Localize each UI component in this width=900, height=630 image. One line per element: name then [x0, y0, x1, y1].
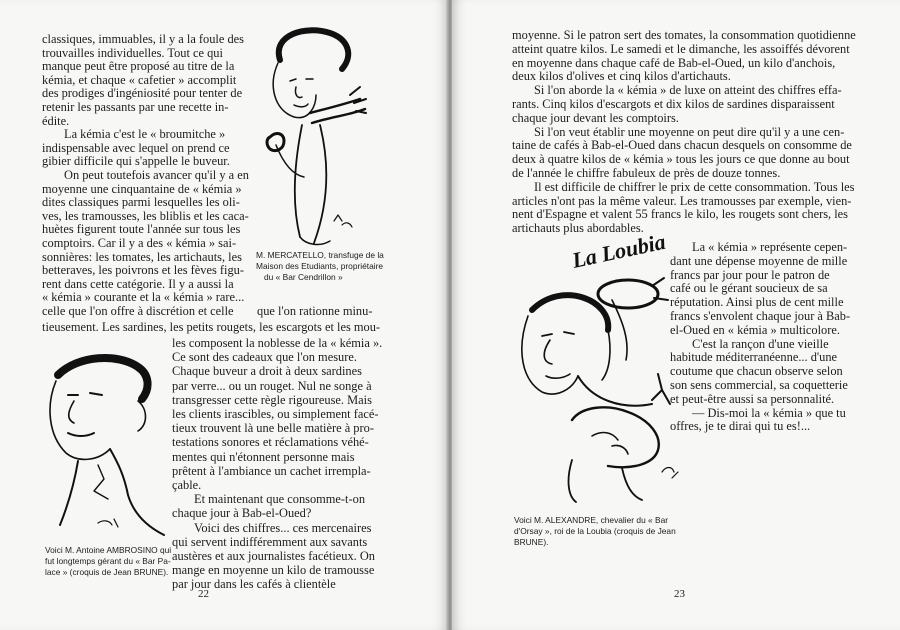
text-line: atteint quatre kilos. Le samedi et le dimanche, les assoiffés dévorent [512, 41, 850, 56]
text-line: les clients irascibles, ou simplement facé- [172, 407, 379, 421]
text-line: betteraves, les poivrons et les fèves figu- [42, 263, 244, 278]
text-line: ves, les tramousses, les bliblis et les caca- [42, 208, 249, 223]
text-line: chaque jour à Bab-el-Oued? [172, 506, 312, 521]
text-line: par jour dans les cafés à clientèle [172, 577, 336, 592]
text-line: Et maintenant que consomme-t-on [194, 492, 366, 507]
left-page [0, 0, 448, 630]
sketch-label-loubia: La Loubia [569, 228, 668, 273]
text-line: son sens commercial, sa coquetterie [670, 378, 848, 392]
text-line: deux kilos d'olives et cinq kilos d'artichauts. [512, 69, 731, 84]
caption-line: du « Bar Cendrillon » [264, 272, 343, 282]
text-line: et peut-être aussi sa personnalité. [670, 391, 835, 406]
text-line: par verre... ou un rouget. Nul ne songe à [172, 378, 372, 393]
text-line: articles n'ont pas la même valeur. Les tramousses par exemple, vien- [512, 193, 852, 208]
text-line: réputation. Ainsi plus de cent mille [670, 295, 844, 310]
text-line: classiques, immuables, il y a la foule des [42, 32, 244, 46]
text-line: Il est difficile de chiffrer le prix de cette consommation. Tous les [534, 179, 855, 194]
text-line: tieusement. Les sardines, les petits rougets, les escargots et les mou- [42, 320, 381, 334]
text-line: austères et aux journalistes facétieux. On [172, 549, 375, 563]
text-line: transgresser cette règle rigoureuse. Mais [172, 392, 372, 407]
text-line: — Dis-moi la « kémia » que tu [692, 405, 846, 420]
text-line: de l'année le chiffre fabuleux de près de douze tonnes. [512, 166, 781, 180]
text-line: prêtent à l'ambiance un cachet irrempla- [172, 463, 371, 478]
text-line: celle que l'on offre à discrétion et celle [42, 304, 234, 318]
text-line: dites classiques parmi lesquelles les oli- [42, 195, 240, 210]
text-line: moyenne. Si le patron sert des tomates, la consommation quotidienne [512, 28, 856, 42]
text-line: Si l'on veut établir une moyenne on peut dire qu'il y a une cen- [534, 124, 845, 139]
caption-alexandre [514, 515, 676, 548]
text-line: çable. [172, 478, 202, 492]
text-line: tieux trouvent là une belle matière à pro- [172, 421, 374, 436]
text-line: indispensable avec lequel on prend ce [42, 140, 230, 155]
caption-ambrosino [45, 545, 171, 578]
caption-line: M. MERCATELLO, transfuge de la [256, 250, 384, 260]
caption-line: fut longtemps gérant du « Bar Pa- [45, 556, 171, 566]
caption-line: d'Orsay », roi de la Loubia (croquis de Jean [514, 526, 676, 536]
caption-line: Maison des Etudiants, propriétaire [256, 261, 384, 271]
text-line: « kémia » courante et la « kémia » rare... [42, 290, 245, 305]
text-line: café ou le gérant soucieux de sa [670, 281, 828, 296]
text-line: La kémia c'est le « broumitche » [64, 127, 226, 142]
page-number: 22 [198, 588, 209, 600]
text-line: comptoirs. Car il y a des « kémia » sai- [42, 236, 237, 250]
text-line: manque peut être proposé au titre de la [42, 59, 235, 74]
text-line: Voici des chiffres... ces mercenaires [194, 520, 372, 535]
text-line: moyenne une cinquantaine de « kémia » [42, 181, 242, 196]
text-line: coutume que chacun observe selon [670, 364, 843, 379]
text-line: édite. [42, 113, 70, 128]
text-line: rants. Cinq kilos d'escargots et dix kilos de sardines disparaissent [512, 97, 835, 111]
text-line: testations sonores et réclamations véhé- [172, 435, 369, 450]
right-page [452, 0, 900, 630]
text-line: C'est la rançon d'une vieille [692, 336, 829, 351]
text-line: des prodiges d'ingéniosité pour tenter de [42, 86, 243, 101]
text-line: el-Oued en « kémia » multicolore. [670, 322, 840, 337]
text-line: habitude méditerranéenne... d'une [670, 350, 838, 365]
text-line: sonnières: les tomates, les artichauts, les [42, 249, 242, 264]
caption-line: Voici M. ALEXANDRE, chevalier du « Bar [514, 515, 669, 525]
text-line: artichauts plus abordables. [512, 221, 644, 236]
text-line: qui servent indifféremment aux savants [172, 534, 368, 549]
text-line: offres, je te dirai qui tu es!... [670, 419, 811, 434]
text-line: mentes qui n'étonnent personne mais [172, 449, 355, 464]
text-line: en moyenne dans chaque café de Bab-el-Oued, un kilo d'anchois, [512, 55, 836, 70]
caricature-ambrosino-sketch [38, 345, 168, 545]
text-line: les composent la noblesse de la « kémia ». [172, 336, 383, 350]
caption-line: lace » (croquis de Jean BRUNE). [45, 567, 169, 577]
text-line: que l'on rationne minu- [257, 304, 373, 318]
text-line: deux à quatre kilos de « kémia » tous les jours ce que donne au bout [512, 152, 850, 167]
text-line: Ce sont des cadeaux que l'on mesure. [172, 350, 357, 365]
text-line: nent d'Espagne et valent 55 francs le kilo, les rougets sont chers, les [512, 207, 848, 222]
text-line: mange en moyenne un kilo de tramousse [172, 563, 375, 578]
text-line: Si l'on aborde la « kémia » de luxe on atteint des chiffres effa- [534, 83, 842, 98]
text-line: kémia, et chaque « cafetier » accomplit [42, 72, 237, 87]
text-line: dant une dépense moyenne de mille [670, 253, 848, 268]
text-line: trouvailles individuelles. Tout ce qui [42, 45, 223, 60]
text-line: On peut toutefois avancer qu'il y a en [64, 168, 249, 182]
text-line: Chaque buveur a droit à deux sardines [172, 364, 362, 379]
page-number: 23 [674, 588, 685, 600]
text-line: chaque jour devant les comptoirs. [512, 110, 679, 125]
text-line: retenir les passants par une recette in- [42, 100, 229, 114]
caption-mercatello [256, 250, 384, 283]
caption-line: Voici M. Antoine AMBROSINO qui [45, 545, 172, 555]
text-line: huètes figurent toute l'année sur tous les [42, 222, 241, 237]
caricature-mercatello-sketch [250, 25, 370, 255]
caption-line: BRUNE). [514, 537, 549, 547]
text-line: francs par jour pour le patron de [670, 267, 830, 282]
text-line: rent dans cette catégorie. Il y a aussi la [42, 276, 234, 291]
text-line: gibier difficile qui s'appelle le buveur. [42, 154, 230, 169]
text-line: francs s'envolent chaque jour à Bab- [670, 309, 851, 323]
text-line: taine de cafés à Bab-el-Oued dans chacun desquels on consomme de [512, 138, 852, 153]
text-line: La « kémia » représente cepen- [692, 240, 848, 254]
